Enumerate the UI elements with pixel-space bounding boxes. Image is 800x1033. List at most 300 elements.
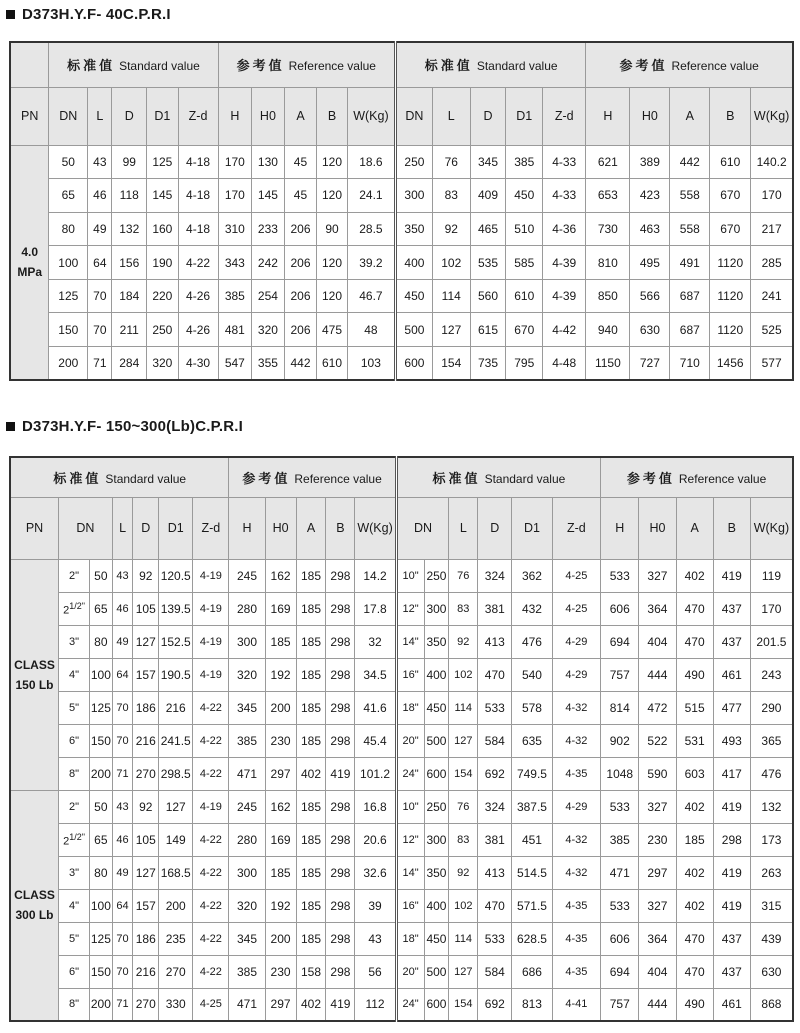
col-header: L — [112, 497, 133, 559]
col-header: D1 — [159, 497, 193, 559]
nps-left: 4" — [59, 889, 90, 922]
nps-right: 20" — [396, 724, 424, 757]
col-header: W(Kg) — [750, 497, 793, 559]
table-cell: 156 — [112, 246, 147, 280]
col-header: Z-d — [193, 497, 229, 559]
table-cell: 297 — [265, 988, 296, 1021]
table-cell: 56 — [355, 955, 396, 988]
table-cell: 241.5 — [159, 724, 193, 757]
table-cell: 230 — [265, 955, 296, 988]
table-cell: 125 — [90, 691, 113, 724]
table-cell: 170 — [218, 145, 252, 179]
table-cell: 533 — [601, 790, 639, 823]
table-cell: 327 — [639, 889, 676, 922]
table-cell: 566 — [630, 279, 670, 313]
table-cell: 514.5 — [512, 856, 552, 889]
table-cell: 4-18 — [178, 179, 218, 213]
table-cell: 43 — [355, 922, 396, 955]
table-cell: 200 — [90, 988, 113, 1021]
nps-right: 18" — [396, 922, 424, 955]
table-cell: 43 — [112, 559, 133, 592]
table-cell: 362 — [512, 559, 552, 592]
group-reference-right — [586, 42, 793, 87]
table-cell: 500 — [424, 724, 449, 757]
table-cell: 298 — [326, 691, 355, 724]
table-cell: 547 — [218, 347, 252, 381]
table-row — [10, 592, 793, 625]
table-cell: 76 — [449, 559, 478, 592]
group-reference-right-zh: 参考值 — [626, 470, 675, 486]
table-cell: 132 — [750, 790, 793, 823]
table-cell: 471 — [229, 988, 265, 1021]
table-cell: 125 — [90, 922, 113, 955]
table-cell: 102 — [432, 246, 470, 280]
table-cell: 298 — [326, 823, 355, 856]
table-cell: 327 — [639, 559, 676, 592]
table1-title — [6, 6, 171, 23]
table-cell: 327 — [639, 790, 676, 823]
table-cell: 350 — [424, 625, 449, 658]
table-cell: 127 — [133, 856, 159, 889]
table-cell: 540 — [512, 658, 552, 691]
table-cell: 868 — [750, 988, 793, 1021]
table-cell: 558 — [670, 212, 710, 246]
table-cell: 515 — [676, 691, 713, 724]
table-cell: 500 — [396, 313, 433, 347]
table-cell: 132 — [112, 212, 147, 246]
table-row — [10, 955, 793, 988]
table-cell: 105 — [133, 592, 159, 625]
table-cell: 105 — [133, 823, 159, 856]
col-header: Z-d — [178, 87, 218, 145]
table-cell: 4-39 — [543, 279, 586, 313]
table-cell: 64 — [112, 889, 133, 922]
table-cell: 4-30 — [178, 347, 218, 381]
table-cell: 630 — [630, 313, 670, 347]
table-cell: 290 — [750, 691, 793, 724]
table-cell: 727 — [630, 347, 670, 381]
table-cell: 92 — [449, 625, 478, 658]
table-cell: 364 — [639, 592, 676, 625]
table-cell: 49 — [88, 212, 112, 246]
table-cell: 270 — [159, 955, 193, 988]
table-cell: 451 — [512, 823, 552, 856]
table-cell: 185 — [296, 856, 326, 889]
table-cell: 4-22 — [193, 757, 229, 790]
table-cell: 437 — [713, 922, 750, 955]
table-cell: 1120 — [710, 246, 751, 280]
table-cell: 298 — [326, 856, 355, 889]
table-cell: 419 — [713, 889, 750, 922]
nps-right: 14" — [396, 625, 424, 658]
table-row — [10, 658, 793, 691]
table-cell: 442 — [284, 347, 317, 381]
table-cell: 230 — [265, 724, 296, 757]
table-cell: 185 — [296, 691, 326, 724]
table-cell: 200 — [159, 889, 193, 922]
nps-left: 5" — [59, 922, 90, 955]
table-cell: 355 — [252, 347, 285, 381]
table-cell: 400 — [424, 889, 449, 922]
table-cell: 298.5 — [159, 757, 193, 790]
table-row — [10, 988, 793, 1021]
nps-right: 20" — [396, 955, 424, 988]
table-cell: 615 — [470, 313, 506, 347]
table-cell: 437 — [713, 955, 750, 988]
table-cell: 450 — [424, 922, 449, 955]
table-cell: 442 — [670, 145, 710, 179]
table-cell: 533 — [601, 889, 639, 922]
table-cell: 470 — [478, 889, 512, 922]
table-cell: 297 — [265, 757, 296, 790]
table-cell: 692 — [478, 988, 512, 1021]
table-cell: 350 — [424, 856, 449, 889]
table-row — [10, 922, 793, 955]
table-cell: 470 — [676, 625, 713, 658]
nps-right: 18" — [396, 691, 424, 724]
col-header: H — [586, 87, 630, 145]
table-cell: 364 — [639, 922, 676, 955]
table-cell: 162 — [265, 790, 296, 823]
table-cell: 402 — [676, 559, 713, 592]
table-cell: 670 — [710, 179, 751, 213]
table-cell: 419 — [713, 790, 750, 823]
table-cell: 250 — [396, 145, 433, 179]
table-cell: 298 — [326, 922, 355, 955]
table-cell: 120 — [317, 246, 347, 280]
table-cell: 46 — [88, 179, 112, 213]
table-cell: 749.5 — [512, 757, 552, 790]
nps-left — [59, 592, 90, 625]
table-cell: 120 — [317, 145, 347, 179]
table-cell: 531 — [676, 724, 713, 757]
col-header: DN — [396, 87, 433, 145]
group-standard-left-en: Standard value — [105, 471, 187, 486]
table-cell: 610 — [317, 347, 347, 381]
table-cell: 114 — [449, 922, 478, 955]
table-cell: 710 — [670, 347, 710, 381]
table-cell: 41.6 — [355, 691, 396, 724]
table-cell: 4-19 — [193, 790, 229, 823]
table-cell: 242 — [252, 246, 285, 280]
table-cell: 245 — [229, 559, 265, 592]
table-cell: 584 — [478, 724, 512, 757]
table-cell: 50 — [90, 559, 113, 592]
table-cell: 43 — [88, 145, 112, 179]
table-cell: 186 — [133, 922, 159, 955]
table-cell: 694 — [601, 955, 639, 988]
table-cell: 419 — [326, 988, 355, 1021]
table-cell: 444 — [639, 658, 676, 691]
table-cell: 439 — [750, 922, 793, 955]
table-cell: 4-22 — [193, 922, 229, 955]
table-cell: 621 — [586, 145, 630, 179]
table-cell: 4-32 — [552, 691, 601, 724]
table-cell: 419 — [713, 559, 750, 592]
table-cell: 584 — [478, 955, 512, 988]
table-cell: 628.5 — [512, 922, 552, 955]
table-cell: 4-25 — [552, 559, 601, 592]
table-cell: 250 — [424, 559, 449, 592]
table-cell: 162 — [265, 559, 296, 592]
table-cell: 80 — [90, 856, 113, 889]
table-cell: 686 — [512, 955, 552, 988]
table-cell: 577 — [751, 347, 793, 381]
table-cell: 610 — [710, 145, 751, 179]
table-cell: 481 — [218, 313, 252, 347]
col-header: B — [317, 87, 347, 145]
table-cell: 217 — [751, 212, 793, 246]
table-cell: 4-33 — [543, 145, 586, 179]
table-cell: 603 — [676, 757, 713, 790]
header-group-row — [10, 457, 793, 497]
table-cell: 46 — [112, 823, 133, 856]
group-standard-right-zh: 标准值 — [432, 470, 481, 486]
table-cell: 324 — [478, 790, 512, 823]
table-cell: 450 — [506, 179, 543, 213]
table-cell: 4-18 — [178, 145, 218, 179]
table-cell: 4-29 — [552, 625, 601, 658]
table-cell: 4-22 — [193, 889, 229, 922]
col-header: H0 — [630, 87, 670, 145]
nps-left-frac: 1/2" — [69, 831, 85, 842]
table-cell: 46 — [112, 592, 133, 625]
table-cell: 757 — [601, 988, 639, 1021]
col-header: L — [432, 87, 470, 145]
table-cell: 103 — [347, 347, 395, 381]
table-cell: 80 — [49, 212, 88, 246]
col-header: H0 — [639, 497, 676, 559]
table-cell: 186 — [133, 691, 159, 724]
table-cell: 99 — [112, 145, 147, 179]
table-cell: 300 — [229, 625, 265, 658]
table-cell: 71 — [88, 347, 112, 381]
nps-left-frac: 1/2" — [69, 600, 85, 611]
table-cell: 606 — [601, 922, 639, 955]
table-cell: 437 — [713, 592, 750, 625]
table-cell: 510 — [506, 212, 543, 246]
nps-left: 6" — [59, 724, 90, 757]
table-cell: 45 — [284, 145, 317, 179]
table-cell: 402 — [676, 790, 713, 823]
table-cell: 270 — [133, 988, 159, 1021]
col-header: W(Kg) — [751, 87, 793, 145]
table-cell: 381 — [478, 592, 512, 625]
table-cell: 687 — [670, 279, 710, 313]
table-cell: 4-35 — [552, 955, 601, 988]
table-cell: 170 — [218, 179, 252, 213]
table-cell: 49 — [112, 856, 133, 889]
table-cell: 4-36 — [543, 212, 586, 246]
table-cell: 127 — [449, 955, 478, 988]
table-cell: 343 — [218, 246, 252, 280]
table-cell: 152.5 — [159, 625, 193, 658]
table-cell: 4-33 — [543, 179, 586, 213]
table-cell: 206 — [284, 246, 317, 280]
table-cell: 345 — [470, 145, 506, 179]
table-cell: 491 — [670, 246, 710, 280]
table-cell: 389 — [630, 145, 670, 179]
table-cell: 211 — [112, 313, 147, 347]
table-cell: 17.8 — [355, 592, 396, 625]
table-cell: 140.2 — [751, 145, 793, 179]
table-cell: 154 — [432, 347, 470, 381]
group-reference-left-zh: 参考值 — [242, 470, 291, 486]
table-cell: 245 — [229, 790, 265, 823]
nps-left: 8" — [59, 988, 90, 1021]
table-cell: 120 — [317, 179, 347, 213]
table-cell: 263 — [750, 856, 793, 889]
nps-right: 24" — [396, 988, 424, 1021]
table-cell: 4-29 — [552, 790, 601, 823]
col-header: D1 — [512, 497, 552, 559]
table-cell: 4-35 — [552, 922, 601, 955]
table-cell: 200 — [90, 757, 113, 790]
table-cell: 419 — [326, 757, 355, 790]
table-cell: 345 — [229, 922, 265, 955]
table-cell: 83 — [432, 179, 470, 213]
col-header: B — [326, 497, 355, 559]
table-cell: 730 — [586, 212, 630, 246]
table-cell: 100 — [49, 246, 88, 280]
table-cell: 45 — [284, 179, 317, 213]
table-cell: 185 — [296, 790, 326, 823]
table-cell: 200 — [265, 691, 296, 724]
table-cell: 381 — [478, 823, 512, 856]
table-cell: 471 — [229, 757, 265, 790]
table-cell: 533 — [478, 691, 512, 724]
table-cell: 170 — [750, 592, 793, 625]
table-cell: 635 — [512, 724, 552, 757]
table-cell: 300 — [424, 823, 449, 856]
table-cell: 670 — [506, 313, 543, 347]
group-standard-right-en: Standard value — [484, 471, 566, 486]
col-header: DN — [59, 497, 113, 559]
table-row — [10, 790, 793, 823]
table-cell: 404 — [639, 625, 676, 658]
table-cell: 185 — [296, 625, 326, 658]
nps-left: 5" — [59, 691, 90, 724]
table-cell: 490 — [676, 988, 713, 1021]
table-cell: 65 — [49, 179, 88, 213]
table-cell: 687 — [670, 313, 710, 347]
table-cell: 65 — [90, 823, 113, 856]
table-cell: 578 — [512, 691, 552, 724]
table-cell: 154 — [449, 757, 478, 790]
table-cell: 495 — [630, 246, 670, 280]
table-cell: 385 — [229, 955, 265, 988]
table-cell: 300 — [229, 856, 265, 889]
table-cell: 522 — [639, 724, 676, 757]
table-cell: 216 — [159, 691, 193, 724]
table-cell: 463 — [630, 212, 670, 246]
table-cell: 70 — [88, 279, 112, 313]
table-row — [10, 347, 793, 381]
table-cell: 185 — [296, 724, 326, 757]
table-cell: 149 — [159, 823, 193, 856]
table-cell: 4-35 — [552, 757, 601, 790]
table-cell: 92 — [133, 790, 159, 823]
table-cell: 298 — [326, 592, 355, 625]
table-cell: 692 — [478, 757, 512, 790]
table-cell: 472 — [639, 691, 676, 724]
table-cell: 413 — [478, 856, 512, 889]
table-cell: 320 — [229, 658, 265, 691]
group-standard-right-en: Standard value — [476, 59, 558, 74]
table-cell: 4-22 — [193, 691, 229, 724]
table-cell: 757 — [601, 658, 639, 691]
table-cell: 184 — [112, 279, 147, 313]
table-cell: 92 — [449, 856, 478, 889]
table-cell: 216 — [133, 955, 159, 988]
table-cell: 200 — [265, 922, 296, 955]
group-reference-right-en: Reference value — [671, 59, 759, 74]
table-cell: 4-26 — [178, 313, 218, 347]
table-row — [10, 691, 793, 724]
table-cell: 600 — [396, 347, 433, 381]
header-group-row — [10, 42, 793, 87]
table-cell: 32 — [355, 625, 396, 658]
table-cell: 4-48 — [543, 347, 586, 381]
table-cell: 158 — [296, 955, 326, 988]
table-cell: 101.2 — [355, 757, 396, 790]
nps-right: 10" — [396, 790, 424, 823]
table-cell: 39.2 — [347, 246, 395, 280]
table-cell: 694 — [601, 625, 639, 658]
table-cell: 330 — [159, 988, 193, 1021]
table-cell: 4-22 — [193, 823, 229, 856]
class-label: CLASS 150 Lb — [10, 559, 59, 790]
table-cell: 533 — [601, 559, 639, 592]
table-cell: 402 — [296, 988, 326, 1021]
table-cell: 201.5 — [750, 625, 793, 658]
spec-table-class-lb — [9, 456, 794, 1022]
table-cell: 127 — [432, 313, 470, 347]
table-cell: 385 — [229, 724, 265, 757]
table-cell: 461 — [713, 988, 750, 1021]
table-cell: 1120 — [710, 313, 751, 347]
group-reference-left-en: Reference value — [288, 59, 376, 74]
table-cell: 4-25 — [552, 592, 601, 625]
table-cell: 4-41 — [552, 988, 601, 1021]
table-cell: 185 — [296, 823, 326, 856]
table-cell: 475 — [317, 313, 347, 347]
nps-left: 2" — [59, 559, 90, 592]
table-cell: 206 — [284, 279, 317, 313]
table-cell: 477 — [713, 691, 750, 724]
table-cell: 298 — [326, 724, 355, 757]
table-cell: 385 — [218, 279, 252, 313]
table-cell: 315 — [750, 889, 793, 922]
table-cell: 50 — [49, 145, 88, 179]
table-cell: 216 — [133, 724, 159, 757]
table-cell: 606 — [601, 592, 639, 625]
table-cell: 653 — [586, 179, 630, 213]
table-cell: 320 — [252, 313, 285, 347]
table-cell: 558 — [670, 179, 710, 213]
table-cell: 850 — [586, 279, 630, 313]
table-row — [10, 889, 793, 922]
table-cell: 139.5 — [159, 592, 193, 625]
col-header: D1 — [147, 87, 179, 145]
table-cell: 402 — [296, 757, 326, 790]
table-cell: 185 — [296, 592, 326, 625]
table-cell: 298 — [326, 658, 355, 691]
table-cell: 4-32 — [552, 823, 601, 856]
table-cell: 284 — [112, 347, 147, 381]
table-cell: 560 — [470, 279, 506, 313]
table-cell: 14.2 — [355, 559, 396, 592]
